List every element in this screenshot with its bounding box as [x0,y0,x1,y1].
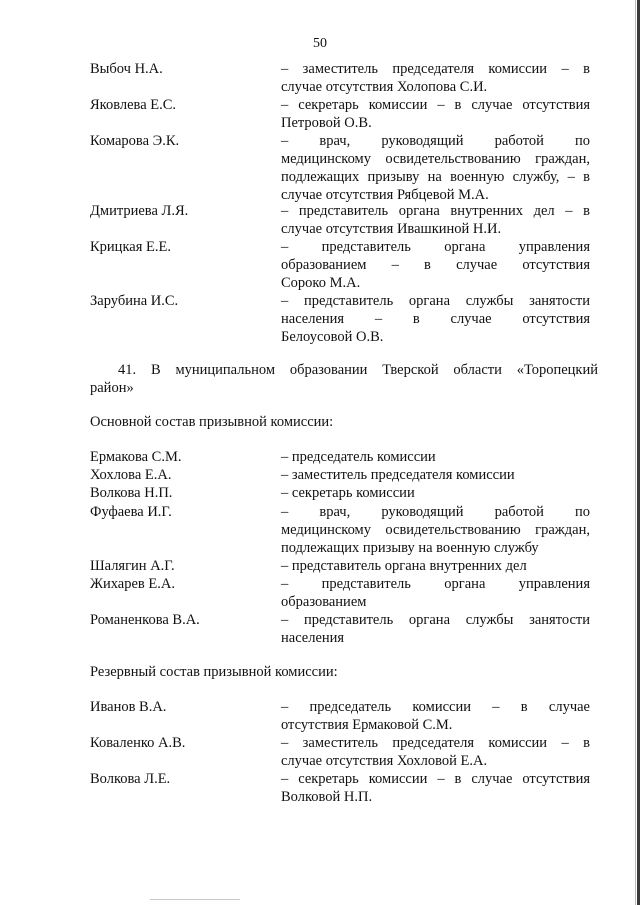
member-role-line: – секретарь комиссии – в случае отсутствия [281,771,590,787]
member-name: Выбоч Н.А. [90,61,163,77]
section-paragraph [90,361,598,397]
member-role-line: – представитель органа управления [281,576,590,592]
member-role [281,611,590,647]
member-role [281,503,590,557]
member-role-line: – представитель органа внутренних дел [281,558,527,574]
member-role [281,734,590,770]
member-role-line: медицинскому освидетельствованию граждан, [281,522,590,538]
member-name: Хохлова Е.А. [90,467,172,483]
member-role [281,557,590,575]
member-role [281,484,590,502]
member-role-line: – заместитель председателя комиссии – в [281,61,590,77]
member-name: Ермакова С.М. [90,449,182,465]
member-role-line: – председатель комиссии [281,449,436,465]
member-name: Дмитриева Л.Я. [90,203,189,219]
member-name: Шалягин А.Г. [90,558,175,574]
member-role [281,466,590,484]
member-role-line: населения – в случае отсутствия [281,311,590,327]
member-role-line: – представитель органа службы занятости [281,293,590,309]
member-name: Комарова Э.К. [90,133,180,149]
member-role [281,575,590,611]
member-role-line: случае отсутствия Хохловой Е.А. [281,753,488,769]
member-role [281,60,590,96]
member-role-line: Белоусовой О.В. [281,329,384,345]
member-name: Коваленко А.В. [90,735,186,751]
member-role [281,238,590,292]
main-composition-heading: Основной состав призывной комиссии: [90,414,334,430]
member-role-line: – врач, руководящий работой по [281,133,590,149]
bottom-rule [150,899,240,900]
section-paragraph-line: район» [90,380,134,396]
member-role-line: отсутствия Ермаковой С.М. [281,717,453,733]
member-name: Зарубина И.С. [90,293,179,309]
member-role-line: Волковой Н.П. [281,789,373,805]
member-role-line: случае отсутствия Холопова С.И. [281,79,488,95]
member-role-line: образованием [281,594,367,610]
member-role [281,132,590,204]
member-name: Иванов В.А. [90,699,167,715]
page-number: 50 [313,36,327,51]
member-role-line: подлежащих призыву на военную службу, – в [281,169,590,185]
member-role [281,202,590,238]
member-role-line: – представитель органа службы занятости [281,612,590,628]
member-name: Яковлева Е.С. [90,97,177,113]
member-role-line: – заместитель председателя комиссии [281,467,515,483]
member-name: Волкова Н.П. [90,485,173,501]
reserve-composition-heading: Резервный состав призывной комиссии: [90,664,338,680]
member-role-line: медицинскому освидетельствованию граждан, [281,151,590,167]
member-role-line: Петровой О.В. [281,115,372,131]
member-name: Крицкая Е.Е. [90,239,171,255]
member-name: Жихарев Е.А. [90,576,175,592]
member-role-line: случае отсутствия Рябцевой М.А. [281,187,489,203]
member-role [281,698,590,734]
member-role-line: Сороко М.А. [281,275,361,291]
member-name: Фуфаева И.Г. [90,504,172,520]
member-role-line: – секретарь комиссии [281,485,415,501]
member-role-line: населения [281,630,345,646]
member-role-line: – председатель комиссии – в случае [281,699,590,715]
member-role-line: случае отсутствия Ивашкиной Н.И. [281,221,502,237]
member-name: Романенкова В.А. [90,612,200,628]
member-role-line: – секретарь комиссии – в случае отсутствия [281,97,590,113]
member-name: Волкова Л.Е. [90,771,171,787]
member-role-line: – врач, руководящий работой по [281,504,590,520]
member-role [281,448,590,466]
member-role-line: – заместитель председателя комиссии – в [281,735,590,751]
member-role-line: – представитель органа внутренних дел – в [281,203,590,219]
member-role [281,96,590,132]
page-edge-line [635,0,636,905]
section-paragraph-line: 41. В муниципальном образовании Тверской области «Торопецкий [118,362,598,378]
member-role-line: образованием – в случае отсутствия [281,257,590,273]
member-role-line: – представитель органа управления [281,239,590,255]
member-role [281,770,590,806]
member-role-line: подлежащих призыву на военную службу [281,540,539,556]
member-role [281,292,590,346]
